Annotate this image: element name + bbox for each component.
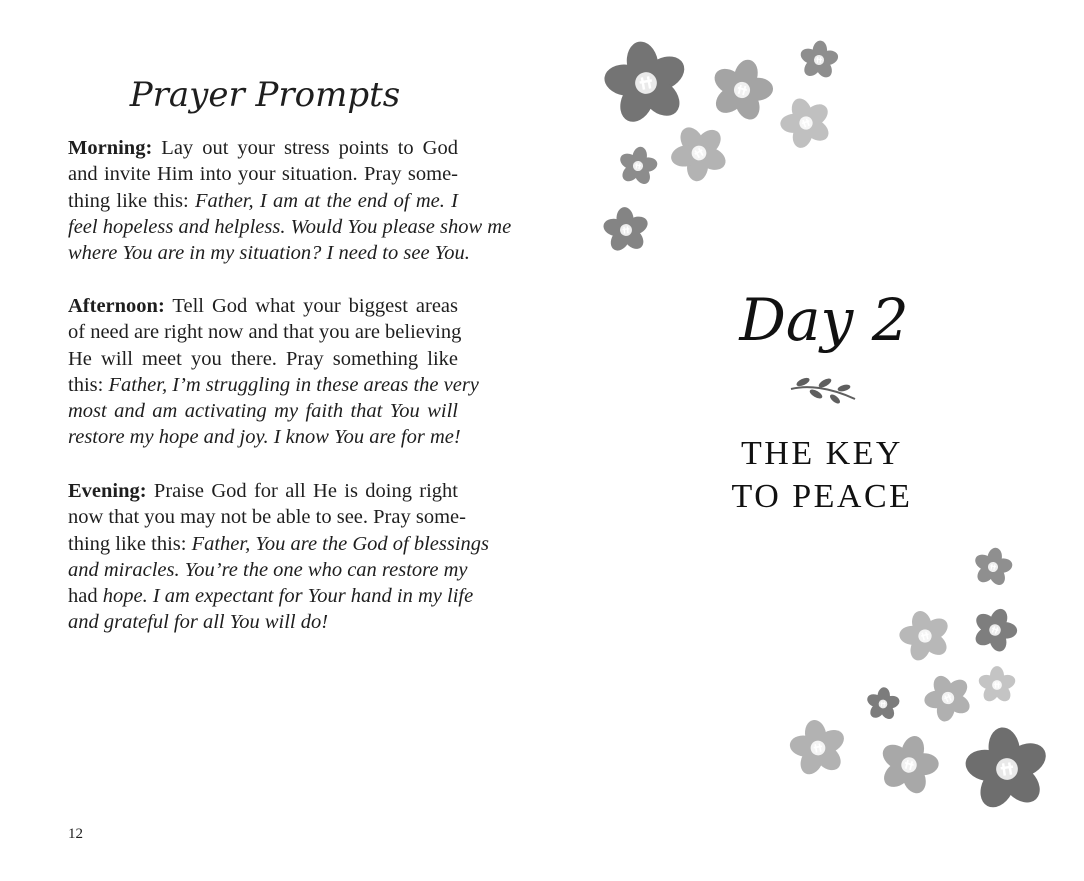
prompt-line	[68, 609, 458, 635]
prayer-text: and miracles. You’re the one who can restore my	[68, 558, 468, 581]
flower-icon	[969, 544, 1017, 590]
flower-icon	[892, 604, 958, 668]
flower-icon	[783, 715, 852, 782]
prompt-text: had	[68, 585, 103, 608]
prompt-text: thing like this:	[68, 189, 195, 212]
prompt-line	[68, 583, 474, 609]
prompt-line	[68, 557, 468, 583]
flower-icon	[977, 666, 1017, 704]
section-title-text: Prayer Prompts	[129, 75, 401, 115]
flower-icon	[957, 721, 1057, 817]
afternoon-prompt	[68, 293, 479, 451]
page-number: 12	[68, 826, 83, 842]
prompt-line	[68, 372, 479, 398]
flower-icon	[797, 39, 842, 82]
prayer-text: hope. I am expectant for Your hand in my life	[102, 585, 474, 608]
prompt-line	[68, 478, 458, 504]
prompt-text: thing like this:	[68, 532, 192, 555]
day-heading	[739, 282, 909, 372]
prompt-line	[68, 240, 470, 266]
evening-prompt	[68, 478, 490, 636]
prompt-text: of need are right now and that you are believing	[68, 321, 462, 344]
prompt-line	[68, 214, 512, 240]
leaf-sprig-icon	[789, 375, 857, 407]
prompt-line	[68, 135, 458, 161]
flower-icon	[614, 143, 662, 189]
prayer-text: most and am activating my faith that You will	[68, 400, 458, 423]
prayer-text: restore my hope and joy. I know You are for me!	[68, 426, 461, 449]
flower-icon	[772, 90, 841, 158]
prompt-label: Evening:	[68, 480, 147, 502]
prompt-line	[68, 319, 462, 345]
section-title	[129, 66, 401, 126]
prompt-text: Tell God what your biggest areas	[164, 295, 458, 317]
prayer-text: Father, I’m struggling in these areas the very	[108, 373, 479, 396]
prayer-text: Father, You are the God of blessings	[191, 532, 490, 555]
prompt-text: Praise God for all He is doing right	[146, 480, 458, 502]
flower-icon	[915, 666, 981, 731]
flower-icon	[864, 686, 902, 723]
flower-icon	[595, 34, 698, 133]
flower-icon	[965, 601, 1025, 659]
chapter-title-line-2: TO PEACE	[731, 478, 913, 515]
prompt-line	[68, 424, 461, 450]
flower-cluster-icon	[592, 30, 852, 260]
prompt-text: now that you may not be able to see. Pray some-	[68, 506, 466, 529]
prompt-line	[68, 504, 466, 530]
prompt-line	[68, 531, 490, 557]
flower-icon	[659, 113, 740, 193]
chapter-title	[712, 432, 932, 518]
prayer-text: Father, I am at the end of me. I	[194, 189, 458, 212]
prompt-line	[68, 346, 458, 372]
morning-prompt	[68, 135, 512, 266]
prayer-text: feel hopeless and helpless. Would You please show me	[68, 215, 512, 238]
day-heading-text: Day 2	[739, 286, 909, 354]
prayer-text: and grateful for all You will do!	[68, 611, 329, 634]
prompt-line	[68, 161, 458, 187]
prompt-text: this:	[68, 373, 109, 396]
prompt-label: Morning:	[68, 137, 153, 159]
chapter-title-line-1: THE KEY	[741, 435, 903, 472]
flower-cluster-icon	[762, 540, 1042, 830]
prompt-line	[68, 188, 458, 214]
prompt-line	[68, 398, 458, 424]
prompt-label: Afternoon:	[68, 295, 165, 317]
prayer-text: where You are in my situation? I need to see You.	[68, 242, 470, 265]
prompt-text: He will meet you there. Pray something like	[68, 347, 458, 370]
flower-icon	[871, 728, 948, 803]
prompt-text: Lay out your stress points to God	[152, 137, 458, 159]
prompt-line	[68, 293, 458, 319]
flower-icon	[702, 51, 782, 129]
right-page	[542, 0, 1084, 881]
flower-icon	[600, 205, 653, 256]
prompt-text: and invite Him into your situation. Pray some-	[68, 163, 458, 186]
